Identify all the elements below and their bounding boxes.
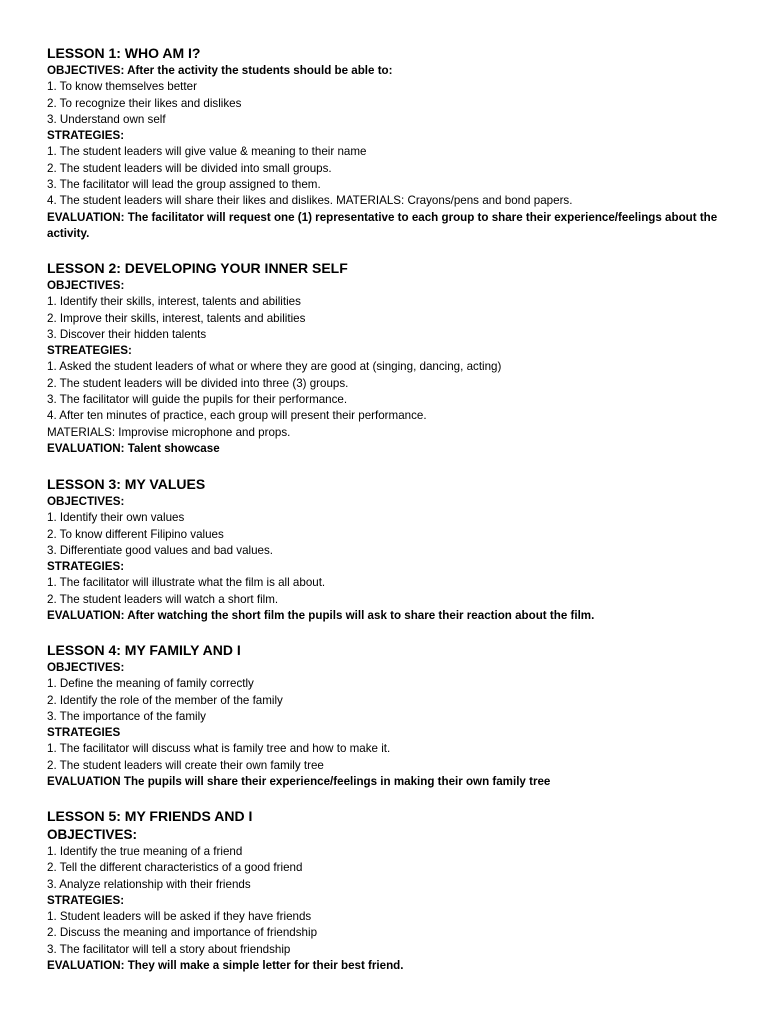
strategies-label: STREATEGIES: xyxy=(47,344,132,358)
strategy-item-with-materials xyxy=(47,193,747,209)
strategy-item: 1. The student leaders will give value & meaning to their name xyxy=(47,145,367,159)
evaluation-line xyxy=(47,774,747,790)
strategy-item: 3. The facilitator will lead the group assigned to them. xyxy=(47,178,321,192)
evaluation-text: The pupils will share their experience/feelings in making their own family tree xyxy=(120,775,551,789)
materials-label: MATERIALS: xyxy=(332,194,405,208)
objective-item: 2. To recognize their likes and dislikes xyxy=(47,96,242,110)
strategy-item: 3. The facilitator will tell a story about friendship xyxy=(47,942,291,956)
strategy-item: 1. The facilitator will illustrate what the film is all about. xyxy=(47,576,326,590)
objectives-line xyxy=(47,63,747,79)
evaluation-text: After watching the short film the pupils will ask to share their reaction about the film. xyxy=(124,609,595,623)
objectives-label: OBJECTIVES: xyxy=(47,495,125,508)
evaluation-line xyxy=(47,958,747,974)
evaluation-label: EVALUATION xyxy=(47,775,121,789)
materials-text: Crayons/pens and bond papers. xyxy=(404,194,573,208)
lesson-4 xyxy=(47,641,747,790)
evaluation-label: EVALUATION: xyxy=(47,210,125,224)
strategy-item: 2. The student leaders will watch a short film. xyxy=(47,592,279,606)
objective-item: 3. Differentiate good values and bad values. xyxy=(47,543,274,557)
evaluation-label: EVALUATION: xyxy=(47,441,125,455)
evaluation-line xyxy=(47,441,747,457)
lesson-title: LESSON 2: DEVELOPING YOUR INNER SELF xyxy=(47,260,348,276)
strategies-label: STRATEGIES xyxy=(47,726,121,740)
objectives-label: OBJECTIVES: xyxy=(47,827,138,842)
lesson-title: LESSON 4: MY FAMILY AND I xyxy=(47,642,241,658)
evaluation-line xyxy=(47,210,747,243)
evaluation-line xyxy=(47,608,747,624)
strategy-item: 4. After ten minutes of practice, each group will present their performance. xyxy=(47,409,427,423)
materials-text: Improvise microphone and props. xyxy=(115,425,291,439)
objective-item: 3. The importance of the family xyxy=(47,709,206,723)
objective-item: 3. Analyze relationship with their friends xyxy=(47,877,251,891)
objectives-label: OBJECTIVES: xyxy=(47,279,125,292)
strategies-label: STRATEGIES: xyxy=(47,893,125,907)
strategy-item: 2. The student leaders will be divided into three (3) groups. xyxy=(47,376,349,390)
evaluation-text: The facilitator will request one (1) representative to each group to share their experience/feelings about the activity. xyxy=(47,210,718,240)
evaluation-label: EVALUATION: xyxy=(47,609,125,623)
objective-item: 2. Identify the role of the member of the family xyxy=(47,693,283,707)
strategy-item: 2. The student leaders will be divided into small groups. xyxy=(47,161,332,175)
objectives-label: OBJECTIVES: xyxy=(47,661,125,674)
objective-item: 1. Identify the true meaning of a friend xyxy=(47,845,243,858)
strategy-item: 4. The student leaders will share their likes and dislikes. xyxy=(47,194,333,208)
objective-item: 1. Identify their own values xyxy=(47,511,185,525)
objective-item: 1. Define the meaning of family correctly xyxy=(47,677,254,691)
strategy-item: 1. Student leaders will be asked if they have friends xyxy=(47,910,312,924)
objective-item: 2. To know different Filipino values xyxy=(47,527,224,541)
objectives-intro: After the activity the students should be able to: xyxy=(124,64,393,77)
objective-item: 1. Identify their skills, interest, talents and abilities xyxy=(47,295,301,309)
lesson-title: LESSON 5: MY FRIENDS AND I xyxy=(47,808,253,824)
strategy-item: 3. The facilitator will guide the pupils for their performance. xyxy=(47,393,348,407)
strategies-label: STRATEGIES: xyxy=(47,560,125,574)
strategy-item: 1. The facilitator will discuss what is family tree and how to make it. xyxy=(47,742,391,756)
lesson-1 xyxy=(47,44,747,242)
objective-item: 3. Discover their hidden talents xyxy=(47,327,207,341)
objective-item: 1. To know themselves better xyxy=(47,80,197,94)
lesson-5 xyxy=(47,807,747,974)
strategy-item: 2. Discuss the meaning and importance of friendship xyxy=(47,926,318,940)
strategy-item: 2. The student leaders will create their own family tree xyxy=(47,758,324,772)
lesson-title: LESSON 3: MY VALUES xyxy=(47,476,206,492)
objective-item: 2. Tell the different characteristics of a good friend xyxy=(47,861,303,875)
objective-item: 2. Improve their skills, interest, talents and abilities xyxy=(47,311,306,325)
evaluation-text: They will make a simple letter for their best friend. xyxy=(124,959,404,973)
objectives-label: OBJECTIVES: xyxy=(47,64,125,77)
materials-label: MATERIALS: xyxy=(47,425,116,439)
lesson-2 xyxy=(47,259,747,457)
materials-line xyxy=(47,425,747,441)
lesson-3 xyxy=(47,475,747,624)
objective-item: 3. Understand own self xyxy=(47,112,166,126)
strategy-item: 1. Asked the student leaders of what or where they are good at (singing, dancing, acting) xyxy=(47,360,502,374)
lesson-title: LESSON 1: WHO AM I? xyxy=(47,45,201,61)
strategies-label: STRATEGIES: xyxy=(47,129,125,143)
evaluation-text: Talent showcase xyxy=(124,441,220,455)
evaluation-label: EVALUATION: xyxy=(47,959,125,973)
